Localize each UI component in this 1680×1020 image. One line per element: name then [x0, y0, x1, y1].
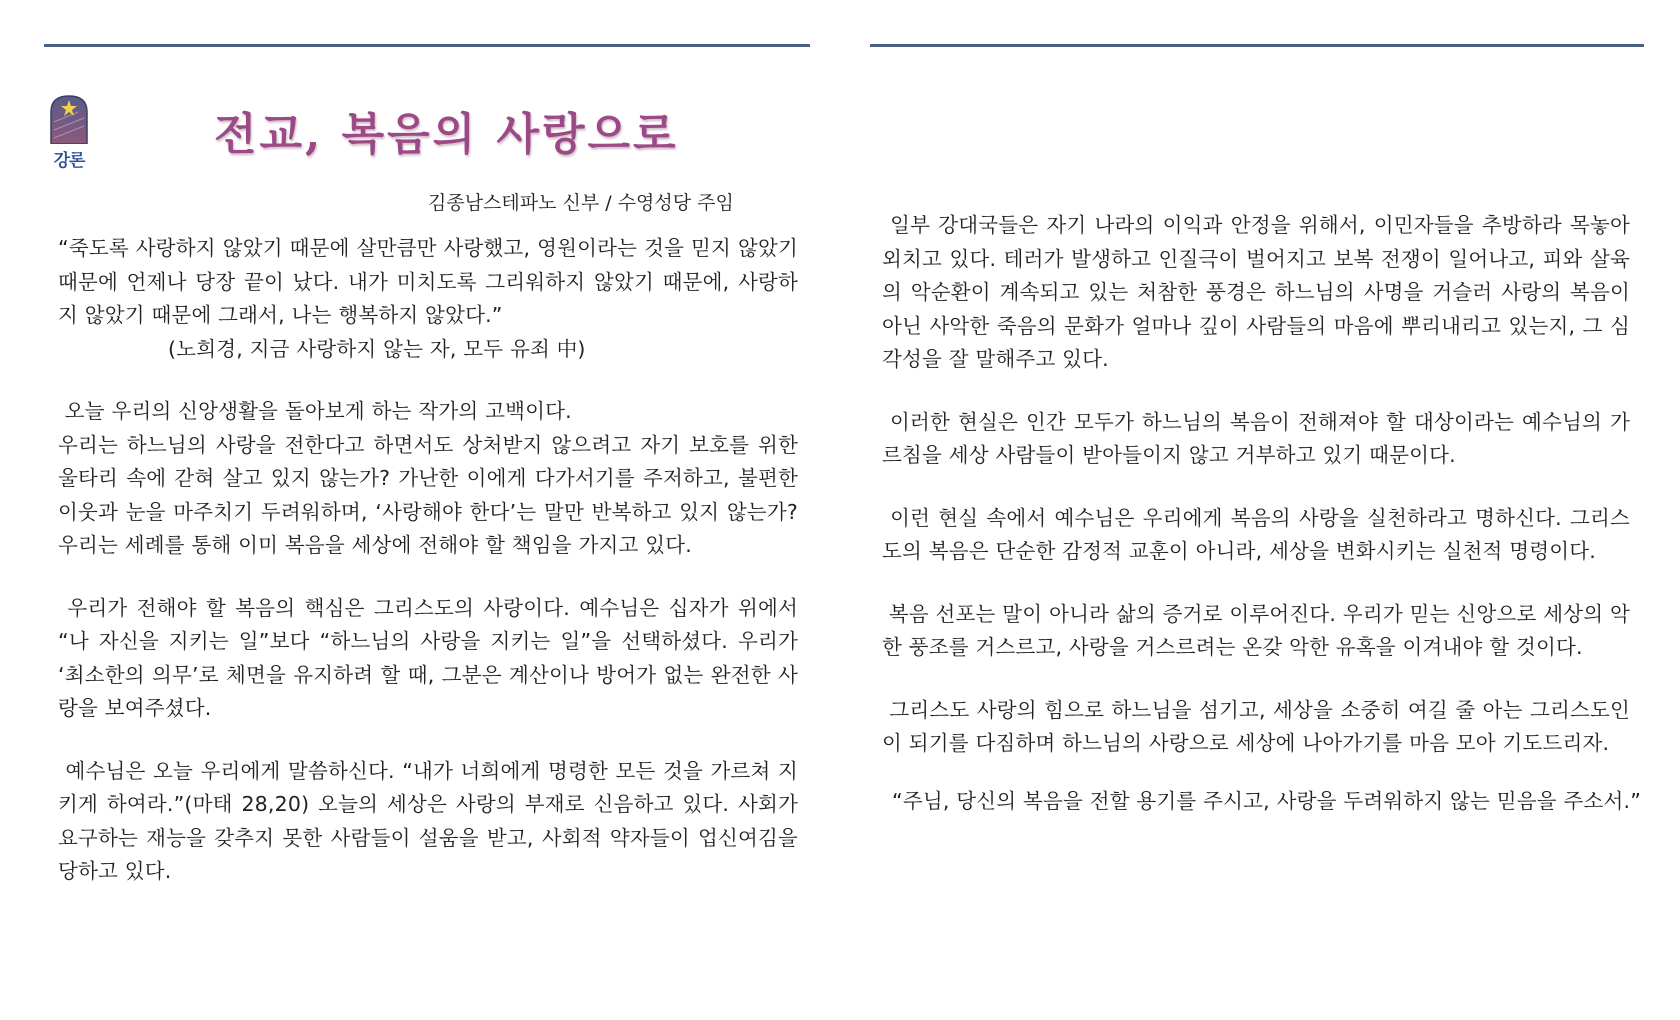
paragraph: 우리는 하느님의 사랑을 전한다고 하면서도 상처받지 않으려고 자기 보호를 위한 울타리 속에 갇혀 살고 있지 않는가? 가난한 이에게 다가서기를 주저하고, 불편한 이웃과 눈을 마주치기 두려워하며, ‘사랑해야 한다’는 말만 반복하고 있지 않는가? 우리는 세례를 통해 이미 복음을 세상에 전해야 할 책임을 가지고 있다. — [58, 432, 798, 557]
quote-source: (노희경, 지금 사랑하지 않는 자, 모두 유죄 中) — [168, 336, 586, 361]
top-rule-right — [870, 44, 1644, 47]
paragraph: 예수님은 오늘 우리에게 말씀하신다. “내가 너희에게 명령한 모든 것을 가르쳐 지키게 하여라.”(마태 28,20) 오늘의 세상은 사랑의 부재로 신음하고 있다. 사회가 요구하는 재능을 갖추지 못한 사람들이 설움을 받고, 사회적 약자들이 업신여김을 당하고 있다. — [58, 758, 805, 883]
paragraph: 이러한 현실은 인간 모두가 하느님의 복음이 전해져야 할 대상이라는 예수님의 가르침을 세상 사람들이 받아들이지 않고 거부하고 있기 때문이다. — [882, 409, 1631, 467]
paragraph: 일부 강대국들은 자기 나라의 이익과 안정을 위해서, 이민자들을 추방하라 목놓아 외치고 있다. 테러가 발생하고 인질극이 벌어지고 보복 전쟁이 일어나고, 피와 살육의 악순환이 계속되고 있는 처참한 풍경은 하느님의 사명을 거슬러 사랑의 복음이 아닌 사악한 죽음의 문화가 얼마나 깊이 사람들의 마음에 뿌리내리고 있는지, 그 심각성을 잘 말해주고 있다. — [882, 213, 1637, 371]
paragraph: 우리가 전해야 할 복음의 핵심은 그리스도의 사랑이다. 예수님은 십자가 위에서 “나 자신을 지키는 일”보다 “하느님의 사랑을 지키는 일”을 선택하셨다. 우리가 ‘최소한의 의무’로 체면을 유지하려 할 때, 그분은 계산이나 방어가 없는 완전한 사랑을 보여주셨다. — [58, 595, 805, 720]
author-byline: 김종남스테파노 신부 / 수영성당 주임 — [428, 192, 734, 214]
paragraph: 이런 현실 속에서 예수님은 우리에게 복음의 사랑을 실천하라고 명하신다. 그리스도의 복음은 단순한 감정적 교훈이 아니라, 세상을 변화시키는 실천적 명령이다. — [882, 505, 1630, 563]
opening-quote: “죽도록 사랑하지 않았기 때문에 살만큼만 사랑했고, 영원이라는 것을 믿지 않았기 때문에 언제나 당장 끝이 났다. 내가 미치도록 그리워하지 않았기 때문에, 사랑하지 않았기 때문에 그래서, 나는 행복하지 않았다.” — [58, 236, 798, 327]
paragraph: 그리스도 사랑의 힘으로 하느님을 섬기고, 세상을 소중히 여길 줄 아는 그리스도인이 되기를 다짐하며 하느님의 사랑으로 세상에 나아가기를 마음 모아 기도드리자. — [882, 697, 1631, 755]
page-title: 전교, 복음의 사랑으로 — [214, 109, 679, 160]
right-column — [882, 209, 1642, 818]
paragraph: 오늘 우리의 신앙생활을 돌아보게 하는 작가의 고백이다. — [58, 399, 572, 423]
top-rule-left — [44, 44, 810, 47]
sermon-logo — [48, 94, 90, 172]
closing-prayer: “주님, 당신의 복음을 전할 용기를 주시고, 사랑을 두려워하지 않는 믿음을 주소서.” — [892, 788, 1642, 813]
logo-label: 강론 — [53, 151, 85, 171]
left-column — [58, 232, 805, 889]
cathedral-window-icon — [48, 94, 90, 144]
paragraph: 복음 선포는 말이 아니라 삶의 증거로 이루어진다. 우리가 믿는 신앙으로 세상의 악한 풍조를 거스르고, 사랑을 거스르려는 온갖 악한 유혹을 이겨내야 할 것이다. — [882, 601, 1630, 659]
